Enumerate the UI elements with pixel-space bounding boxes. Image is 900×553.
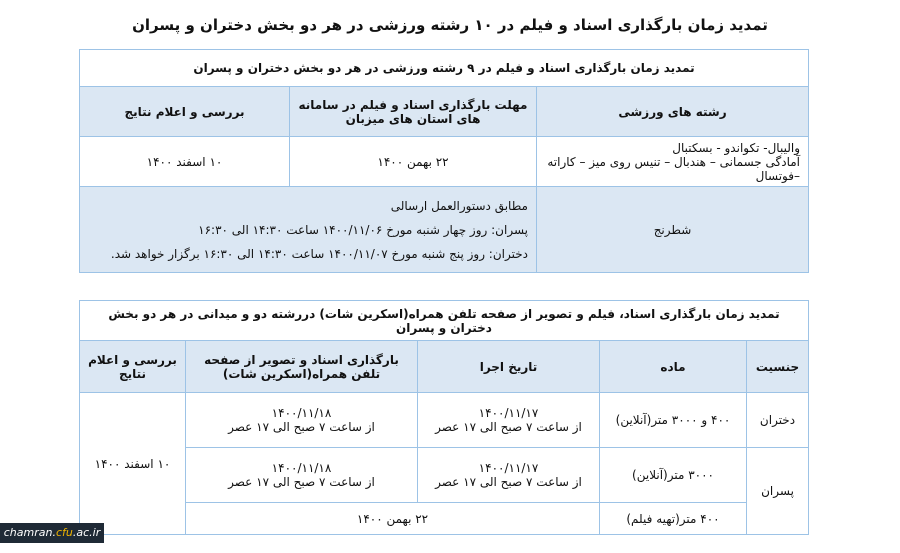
site-watermark <box>0 523 104 543</box>
header-sports: رشته های ورزشی <box>537 87 809 137</box>
chess-details <box>80 187 537 273</box>
upload-boys-value: ۱۴۰۰/۱۱/۱۸ <box>271 461 332 475</box>
event-boys-2: ۴۰۰ متر(تهیه فیلم) <box>600 503 747 535</box>
sports-list <box>537 137 809 187</box>
table1-title: تمدید زمان بارگذاری اسناد و فیلم در ۹ رشته ورزشی در هر دو بخش دختران و پسران <box>80 50 809 87</box>
review-date: ۱۰ اسفند ۱۴۰۰ <box>80 137 290 187</box>
deadline-date: ۲۲ بهمن ۱۴۰۰ <box>290 137 537 187</box>
sports-deadline-table <box>79 49 809 273</box>
upload-boys <box>186 448 418 503</box>
watermark-part-1: chamran. <box>3 526 56 539</box>
date-girls-hours: از ساعت ۷ صبح الی ۱۷ عصر <box>435 420 582 434</box>
upload-girls-value: ۱۴۰۰/۱۱/۱۸ <box>271 406 332 420</box>
header-upload: بارگذاری اسناد و تصویر از صفحه تلفن همراه(اسکرین شات) <box>186 341 418 393</box>
header-event: ماده <box>600 341 747 393</box>
review-all: ۱۰ اسفند ۱۴۰۰ <box>80 393 186 535</box>
upload-girls <box>186 393 418 448</box>
event-boys-1: ۳۰۰۰ متر(آنلاین) <box>600 448 747 503</box>
header-review: بررسی و اعلام نتایج <box>80 341 186 393</box>
chess-label: شطرنج <box>537 187 809 273</box>
header-deadline: مهلت بارگذاری اسناد و فیلم در سامانه های استان های میزبان <box>290 87 537 137</box>
date-girls <box>418 393 600 448</box>
gender-boys: پسران <box>747 448 809 535</box>
event-boys-2-date: ۲۲ بهمن ۱۴۰۰ <box>186 503 600 535</box>
date-girls-value: ۱۴۰۰/۱۱/۱۷ <box>478 406 539 420</box>
athletics-deadline-table <box>79 300 809 535</box>
table2-title: تمدید زمان بارگذاری اسناد، فیلم و تصویر از صفحه تلفن همراه(اسکرین شات) دررشته دو و میدانی در هر دو بخش دختران و پسران <box>80 301 809 341</box>
header-date: تاریخ اجرا <box>418 341 600 393</box>
watermark-part-3: .ac.ir <box>72 526 101 539</box>
date-boys <box>418 448 600 503</box>
upload-boys-hours: از ساعت ۷ صبح الی ۱۷ عصر <box>228 475 375 489</box>
chess-line-3: دختران: روز پنج شنبه مورخ ۱۴۰۰/۱۱/۰۷ ساعت ۱۴:۳۰ الی ۱۶:۳۰ برگزار خواهد شد. <box>110 246 528 261</box>
page-title: تمدید زمان بارگذاری اسناد و فیلم در ۱۰ رشته ورزشی در هر دو بخش دختران و پسران <box>132 16 768 34</box>
date-boys-hours: از ساعت ۷ صبح الی ۱۷ عصر <box>435 475 582 489</box>
sports-line-1: والیبال- تکواندو - بسکتبال <box>672 140 800 155</box>
date-boys-value: ۱۴۰۰/۱۱/۱۷ <box>478 461 539 475</box>
sports-line-2: آمادگی جسمانی – هندبال – تنیس روی میز – کاراته –فوتسال <box>547 154 800 183</box>
upload-girls-hours: از ساعت ۷ صبح الی ۱۷ عصر <box>228 420 375 434</box>
chess-line-2: پسران: روز چهار شنبه مورخ ۱۴۰۰/۱۱/۰۶ ساعت ۱۴:۳۰ الی ۱۶:۳۰ <box>198 222 528 237</box>
chess-line-1: مطابق دستورالعمل ارسالی <box>390 198 528 213</box>
header-review: بررسی و اعلام نتایج <box>80 87 290 137</box>
header-gender: جنسیت <box>747 341 809 393</box>
gender-girls: دختران <box>747 393 809 448</box>
event-girls: ۴۰۰ و ۳۰۰۰ متر(آنلاین) <box>600 393 747 448</box>
watermark-part-2: cfu <box>55 526 73 539</box>
